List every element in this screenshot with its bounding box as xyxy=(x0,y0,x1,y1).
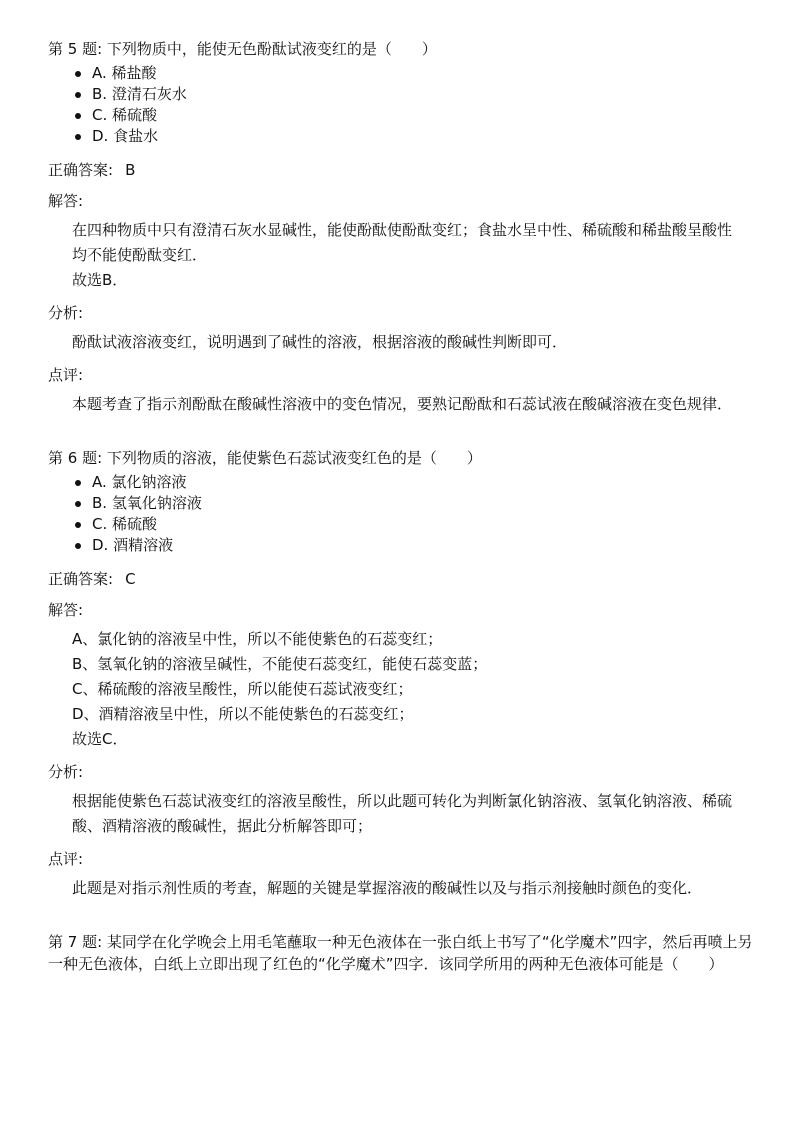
comment-body xyxy=(72,392,732,417)
option-a: A. 氯化钠溶液 xyxy=(75,472,760,493)
analysis-text: 酚酞试液溶液变红，说明遇到了碱性的溶液，根据溶液的酸碱性判断即可． xyxy=(72,333,568,351)
solution-line: 故选B． xyxy=(72,271,128,289)
answer-label: 正确答案: xyxy=(48,570,114,588)
question-title: 第 5 题: 下列物质中，能使无色酚酞试液变红的是（ ） xyxy=(48,40,437,58)
solution-line: D、酒精溶液呈中性，所以不能使紫色的石蕊变红； xyxy=(72,705,414,723)
comment-label: 点评: xyxy=(48,366,84,384)
option-b: B. 氢氧化钠溶液 xyxy=(75,493,760,514)
option-c: C. 稀硫酸 xyxy=(75,105,760,126)
comment-text: 本题考查了指示剂酚酞在酸碱性溶液中的变色情况，要熟记酚酞和石蕊试液在酸碱溶液在变色规律． xyxy=(72,395,733,413)
solution-body xyxy=(72,627,732,752)
option-d: D. 食盐水 xyxy=(75,126,760,147)
comment-body xyxy=(72,876,732,901)
question-6 xyxy=(48,447,760,901)
answer-value: C xyxy=(125,570,136,588)
correct-answer xyxy=(48,568,760,590)
analysis-body xyxy=(72,789,732,839)
correct-answer xyxy=(48,159,760,181)
option-b: B. 澄清石灰水 xyxy=(75,84,760,105)
option-list xyxy=(48,63,760,147)
solution-line: 故选C． xyxy=(72,730,128,748)
option-c: C. 稀硫酸 xyxy=(75,514,760,535)
analysis-text: 根据能使紫色石蕊试液变红的溶液呈酸性，所以此题可转化为判断氯化钠溶液、氢氧化钠溶液、稀硫酸、酒精溶液的酸碱性，据此分析解答即可； xyxy=(72,792,733,835)
question-7 xyxy=(48,931,760,975)
question-5 xyxy=(48,38,760,417)
solution-line: C、稀硫酸的溶液呈酸性，所以能使石蕊试液变红； xyxy=(72,680,413,698)
question-title: 第 7 题: 某同学在化学晚会上用毛笔蘸取一种无色液体在一张白纸上书写了“化学魔术”四字，然后再喷上另一种无色液体，白纸上立即出现了红色的“化学魔术”四字．该同学所用的两种无色液体可能是（ ） xyxy=(48,933,753,973)
solution-body xyxy=(72,218,732,293)
option-a: A. 稀盐酸 xyxy=(75,63,760,84)
solution-line: 在四种物质中只有澄清石灰水显碱性，能使酚酞使酚酞变红；食盐水呈中性、稀硫酸和稀盐酸呈酸性均不能使酚酞变红． xyxy=(72,221,733,264)
comment-text: 此题是对指示剂性质的考查，解题的关键是掌握溶液的酸碱性以及与指示剂接触时颜色的变化． xyxy=(72,879,703,897)
question-title: 第 6 题: 下列物质的溶液，能使紫色石蕊试液变红色的是（ ） xyxy=(48,449,482,467)
comment-label: 点评: xyxy=(48,850,84,868)
option-d: D. 酒精溶液 xyxy=(75,535,760,556)
solution-line: A、氯化钠的溶液呈中性，所以不能使紫色的石蕊变红； xyxy=(72,630,443,648)
answer-label: 正确答案: xyxy=(48,161,114,179)
solution-line: B、氢氧化钠的溶液呈碱性，不能使石蕊变红，能使石蕊变蓝； xyxy=(72,655,488,673)
solution-label: 解答: xyxy=(48,601,84,619)
analysis-label: 分析: xyxy=(48,763,84,781)
analysis-body xyxy=(72,330,732,355)
analysis-label: 分析: xyxy=(48,304,84,322)
solution-label: 解答: xyxy=(48,192,84,210)
answer-value: B xyxy=(125,161,136,179)
option-list xyxy=(48,472,760,556)
